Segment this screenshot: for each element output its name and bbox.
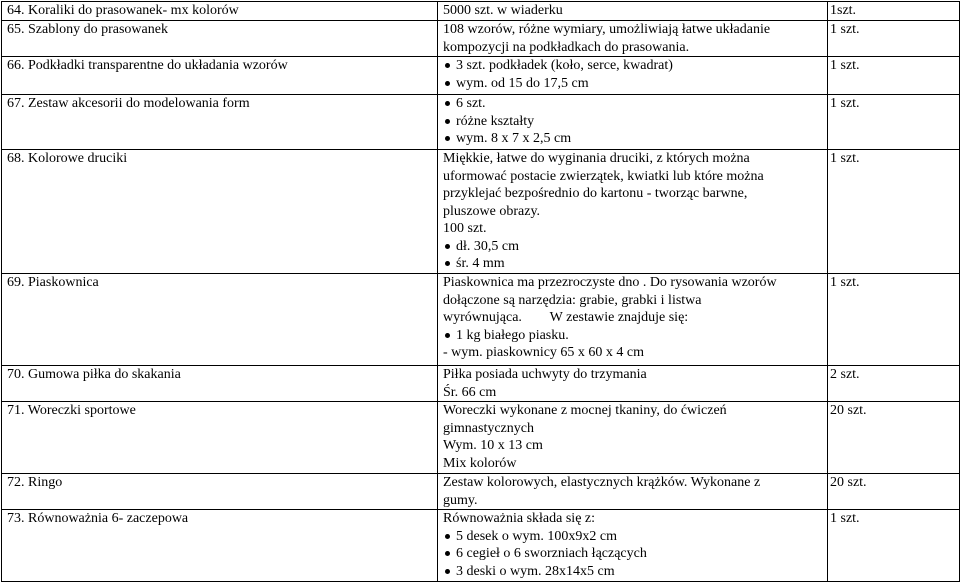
- item-description: [438, 21, 828, 57]
- description-line: gumy.: [443, 492, 478, 508]
- item-description: [438, 366, 828, 402]
- description-line: gimnastycznych: [443, 420, 534, 436]
- description-line: dołączone są narzędzia: grabie, grabki i listwa: [443, 292, 702, 308]
- item-name: 73. Równoważnia 6- zaczepowa: [2, 510, 438, 582]
- item-name: 69. Piaskownica: [2, 274, 438, 366]
- description-bullet: 6 cegieł o 6 sworzniach łączących: [443, 545, 822, 563]
- description-bullet: wym. od 15 do 17,5 cm: [443, 75, 822, 93]
- item-description: [438, 150, 828, 274]
- table-row: [2, 21, 960, 57]
- description-line: przyklejać bezpośrednio do kartonu - tworząc barwne,: [443, 186, 748, 201]
- table-row: [2, 274, 960, 366]
- description-bullet: 5 desek o wym. 100x9x2 cm: [443, 528, 822, 546]
- description-line: Piłka posiada uchwyty do trzymania: [443, 367, 647, 382]
- table-row: [2, 150, 960, 274]
- item-quantity: 1 szt.: [828, 95, 960, 150]
- description-bullet: dł. 30,5 cm: [443, 238, 822, 256]
- item-quantity: 20 szt.: [828, 474, 960, 510]
- item-name: 71. Woreczki sportowe: [2, 402, 438, 474]
- item-quantity: 1 szt.: [828, 21, 960, 57]
- item-name: 68. Kolorowe druciki: [2, 150, 438, 274]
- item-quantity: 20 szt.: [828, 402, 960, 474]
- description-bullet: wym. 8 x 7 x 2,5 cm: [443, 130, 822, 148]
- item-description: [438, 95, 828, 150]
- description-bullet: śr. 4 mm: [443, 255, 822, 273]
- description-bullet: 1 kg białego piasku.: [443, 327, 822, 345]
- item-quantity: 1 szt.: [828, 57, 960, 95]
- description-bullet: 6 szt.: [443, 95, 822, 113]
- description-bullet: 3 szt. podkładek (koło, serce, kwadrat): [443, 57, 822, 75]
- item-name: 64. Koraliki do prasowanek- mx kolorów: [2, 2, 438, 21]
- description-line: pluszowe obrazy.: [443, 203, 541, 219]
- table-row: [2, 95, 960, 150]
- table-row: [2, 366, 960, 402]
- description-line: 108 wzorów, różne wymiary, umożliwiają łatwe układanie: [443, 22, 771, 37]
- description-line: - wym. piaskownicy 65 x 60 x 4 cm: [443, 345, 645, 360]
- item-name: 67. Zestaw akcesorii do modelowania form: [2, 95, 438, 150]
- item-quantity: 1 szt.: [828, 274, 960, 366]
- item-description: [438, 57, 828, 95]
- product-table: [1, 1, 960, 582]
- item-name: 66. Podkładki transparentne do układania wzorów: [2, 57, 438, 95]
- item-quantity: 1 szt.: [828, 510, 960, 582]
- item-name: 72. Ringo: [2, 474, 438, 510]
- description-line: Równoważnia składa się z:: [443, 511, 596, 526]
- item-description: [438, 274, 828, 366]
- item-quantity: 1szt.: [828, 2, 960, 21]
- description-line: Śr. 66 cm: [443, 384, 497, 400]
- description-line: Piaskownica ma przezroczyste dno . Do rysowania wzorów: [443, 275, 777, 290]
- description-bullet: 3 deski o wym. 28x14x5 cm: [443, 563, 822, 581]
- item-name: 70. Gumowa piłka do skakania: [2, 366, 438, 402]
- description-line: Zestaw kolorowych, elastycznych krążków. Wykonane z: [443, 475, 761, 490]
- table-row: [2, 2, 960, 21]
- description-line: 100 szt.: [443, 221, 487, 236]
- description-bullet: różne kształty: [443, 113, 822, 131]
- description-line: Mix kolorów: [443, 455, 517, 471]
- item-description: [438, 2, 828, 21]
- table-row: [2, 57, 960, 95]
- table-row: [2, 402, 960, 474]
- description-line: wyrównująca. W zestawie znajduje się:: [443, 310, 689, 325]
- item-quantity: 2 szt.: [828, 366, 960, 402]
- description-line: 5000 szt. w wiaderku: [443, 3, 563, 18]
- item-description: [438, 402, 828, 474]
- description-line: kompozycji na podkładkach do prasowania.: [443, 39, 690, 55]
- table-row: [2, 510, 960, 582]
- table-row: [2, 474, 960, 510]
- description-line: uformować postacie zwierzątek, kwiatki lub które można: [443, 168, 764, 184]
- item-description: [438, 474, 828, 510]
- description-line: Woreczki wykonane z mocnej tkaniny, do ćwiczeń: [443, 403, 727, 418]
- item-name: 65. Szablony do prasowanek: [2, 21, 438, 57]
- description-line: Miękkie, łatwe do wyginania druciki, z których można: [443, 151, 750, 166]
- description-line: Wym. 10 x 13 cm: [443, 438, 543, 453]
- item-description: [438, 510, 828, 582]
- item-quantity: 1 szt.: [828, 150, 960, 274]
